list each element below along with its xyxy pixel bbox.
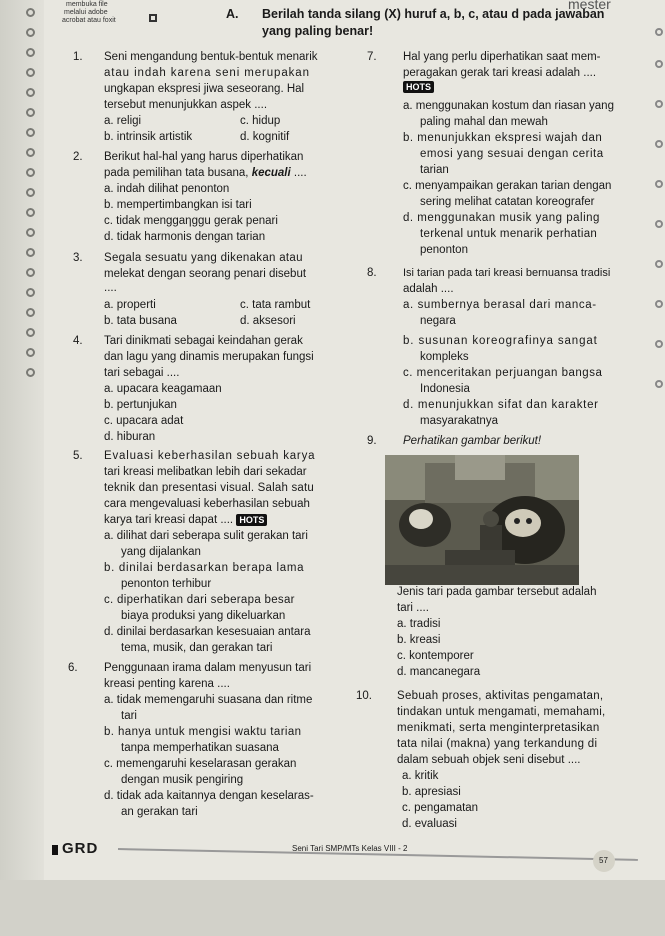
option-b-cont: tanpa memperhatikan suasana	[121, 742, 279, 754]
dance-photo	[385, 455, 579, 585]
binding-ring	[26, 128, 35, 137]
question-number: 8.	[367, 267, 377, 279]
edge-ring	[655, 340, 663, 348]
question-text: Berikut hal-hal yang harus diperhatikan	[104, 151, 304, 163]
option-a-cont: yang dijalankan	[121, 546, 201, 558]
question-text	[104, 166, 307, 180]
question-text: cara mengevaluasi keberhasilan sebuah	[104, 498, 310, 510]
option-a[interactable]: a. tidak memengaruhi suasana dan ritme	[104, 694, 313, 706]
question-text: Penggunaan irama dalam menyusun tari	[104, 662, 312, 674]
question-text: Perhatikan gambar berikut!	[403, 435, 542, 447]
option-d[interactable]: d. menggunakan musik yang paling	[403, 212, 600, 224]
instruction-line: yang paling benar!	[262, 24, 374, 38]
option-a-cont: tari	[121, 710, 137, 722]
option-c[interactable]: c. menyampaikan gerakan tarian dengan	[403, 180, 612, 192]
stamp-box-icon	[149, 14, 157, 22]
question-text: Isi tarian pada tari kreasi bernuansa tradisi	[403, 267, 611, 279]
option-a-cont: paling mahal dan mewah	[420, 116, 548, 128]
option-c[interactable]: c. kontemporer	[397, 650, 474, 662]
question-number: 3.	[73, 252, 83, 264]
edge-ring	[655, 60, 663, 68]
question-number: 5.	[73, 450, 83, 462]
question-text: Segala sesuatu yang dikenakan atau	[104, 252, 303, 264]
option-a[interactable]: a. dilihat dari seberapa sulit gerakan tari	[104, 530, 308, 542]
binding-ring	[26, 48, 35, 57]
option-d-cont: masyarakatnya	[420, 415, 498, 427]
option-c-cont: dengan musik pengiring	[121, 774, 244, 786]
question-number: 9.	[367, 435, 377, 447]
edge-ring	[655, 220, 663, 228]
question-text: teknik dan presentasi visual. Salah satu	[104, 482, 315, 494]
edge-ring	[655, 260, 663, 268]
page-number: 57	[599, 856, 608, 865]
binding-ring	[26, 368, 35, 377]
option-d-cont: terkenal untuk menarik perhatian	[420, 228, 598, 240]
question-text: ....	[104, 282, 117, 294]
binding-ring	[26, 8, 35, 17]
option-c[interactable]: c. hidup	[240, 115, 281, 127]
option-a[interactable]: a. properti	[104, 299, 156, 311]
option-c-cont: sering melihat catatan koreografer	[420, 196, 595, 208]
option-b-cont: emosi yang sesuai dengan cerita	[420, 148, 604, 160]
option-a[interactable]: a. upacara keagamaan	[104, 383, 222, 395]
option-d-cont: tema, musik, dan gerakan tari	[121, 642, 273, 654]
option-d[interactable]: d. evaluasi	[402, 818, 457, 830]
question-text: Tari dinikmati sebagai keindahan gerak	[104, 335, 303, 347]
dance-photo-image	[385, 455, 579, 585]
question-text: Hal yang perlu diperhatikan saat mem-	[403, 51, 601, 63]
option-c[interactable]: c. upacara adat	[104, 415, 184, 427]
binding-ring	[26, 208, 35, 217]
question-text: Sebuah proses, aktivitas pengamatan,	[397, 690, 604, 702]
binding-ring	[26, 288, 35, 297]
publisher-logo: GRD	[62, 840, 99, 857]
question-text: tari sebagai ....	[104, 367, 180, 379]
question-text: dalam sebuah objek seni disebut ....	[397, 754, 581, 766]
question-text: menikmati, serta menginterpretasikan	[397, 722, 600, 734]
option-b[interactable]: b. tata busana	[104, 315, 177, 327]
question-text: Seni mengandung bentuk-bentuk menarik	[104, 51, 318, 63]
option-b[interactable]: b. menunjukkan ekspresi wajah dan	[403, 132, 603, 144]
option-a[interactable]: a. religi	[104, 115, 142, 127]
option-b[interactable]: b. pertunjukan	[104, 399, 177, 411]
stamp-text: melalui adobe	[64, 9, 108, 16]
question-text: kreasi penting karena ....	[104, 678, 230, 690]
option-a[interactable]: a. sumbernya berasal dari manca-	[403, 299, 597, 311]
question-number: 2.	[73, 151, 83, 163]
question-text-part: karya tari kreasi dapat ....	[104, 514, 234, 526]
question-number: 4.	[73, 335, 83, 347]
question-text: ungkapan ekspresi jiwa seseorang. Hal	[104, 83, 305, 95]
binding-ring	[26, 248, 35, 257]
option-d[interactable]: d. tidak ada kaitannya dengan keselaras-	[104, 790, 314, 802]
edge-ring	[655, 300, 663, 308]
option-d[interactable]: d. kognitif	[240, 131, 290, 143]
question-text: tata nilai (makna) yang terkandung di	[397, 738, 598, 750]
question-text: tindakan untuk mengamati, memahami,	[397, 706, 606, 718]
option-d[interactable]: d. tidak harmonis dengan tarian	[104, 231, 266, 243]
question-text-part: ....	[293, 167, 307, 179]
edge-ring	[655, 180, 663, 188]
option-c[interactable]: c. tata rambut	[240, 299, 311, 311]
book-title: Seni Tari SMP/MTs Kelas VIII - 2	[292, 844, 408, 853]
question-number: 6.	[68, 662, 78, 674]
option-b[interactable]: b. hanya untuk mengisi waktu tarian	[104, 726, 302, 738]
option-d[interactable]: d. menunjukkan sifat dan karakter	[403, 399, 599, 411]
binding-ring	[26, 148, 35, 157]
question-text	[403, 80, 434, 94]
question-text: tari ....	[397, 602, 429, 614]
binding-ring	[26, 348, 35, 357]
binding-ring	[26, 168, 35, 177]
option-c[interactable]: c. pengamatan	[402, 802, 479, 814]
spiral-binding	[0, 0, 44, 936]
stamp-text: membuka file	[66, 1, 108, 8]
question-number: 10.	[356, 690, 372, 702]
question-text: tersebut menunjukkan aspek ....	[104, 99, 268, 111]
option-d-cont: an gerakan tari	[121, 806, 198, 818]
binding-ring	[26, 68, 35, 77]
option-b[interactable]: b. mempertimbangkan isi tari	[104, 199, 252, 211]
option-a[interactable]: a. tradisi	[397, 618, 441, 630]
edge-ring	[655, 100, 663, 108]
option-b-cont: kompleks	[420, 351, 469, 363]
option-a[interactable]: a. menggunakan kostum dan riasan yang	[403, 100, 614, 112]
binding-ring	[26, 28, 35, 37]
option-d[interactable]: d. hiburan	[104, 431, 156, 443]
binding-ring	[26, 268, 35, 277]
option-c-cont: Indonesia	[420, 383, 470, 395]
option-b-cont: penonton terhibur	[121, 578, 212, 590]
edge-ring	[655, 140, 663, 148]
question-number: 1.	[73, 51, 83, 63]
binding-ring	[26, 228, 35, 237]
hots-badge: HOTS	[236, 514, 267, 526]
option-b[interactable]: b. kreasi	[397, 634, 441, 646]
question-text: peragakan gerak tari kreasi adalah ....	[403, 67, 597, 79]
question-text-part: pada pemilihan tata busana,	[104, 167, 249, 179]
option-d[interactable]: d. dinilai berdasarkan kesesuaian antara	[104, 626, 311, 638]
logo-mark	[52, 845, 58, 855]
question-text: Evaluasi keberhasilan sebuah karya	[104, 450, 316, 462]
option-c[interactable]: c. menceritakan perjuangan bangsa	[403, 367, 603, 379]
background-surface	[0, 880, 665, 936]
option-b-cont: tarian	[420, 164, 449, 176]
option-d[interactable]: d. mancanegara	[397, 666, 481, 678]
emphasis-text: kecuali	[251, 167, 291, 179]
instruction-line: Berilah tanda silang (X) huruf a, b, c, atau d pada jawaban	[262, 7, 605, 21]
option-b[interactable]: b. apresiasi	[402, 786, 461, 798]
corner-text: mester	[568, 0, 611, 12]
option-b[interactable]: b. susunan koreografinya sangat	[403, 335, 598, 347]
binding-ring	[26, 108, 35, 117]
option-a[interactable]: a. indah dilihat penonton	[104, 183, 230, 195]
stamp-text: acrobat atau foxit	[62, 17, 116, 24]
option-d[interactable]: d. aksesori	[240, 315, 296, 327]
binding-ring	[26, 308, 35, 317]
edge-ring	[655, 380, 663, 388]
section-label: A.	[226, 7, 239, 21]
binding-ring	[26, 188, 35, 197]
edge-ring	[655, 28, 663, 36]
question-number: 7.	[367, 51, 377, 63]
question-text: melekat dengan seorang penari disebut	[104, 268, 307, 280]
binding-ring	[26, 328, 35, 337]
option-c[interactable]: c. tidak menggaηggu gerak penari	[104, 215, 278, 227]
option-b[interactable]: b. dinilai berdasarkan berapa lama	[104, 562, 305, 574]
option-c-cont: biaya produksi yang dikeluarkan	[121, 610, 286, 622]
question-text: dan lagu yang dinamis merupakan fungsi	[104, 351, 314, 363]
question-text: tari kreasi melibatkan lebih dari sekadar	[104, 466, 307, 478]
question-text	[104, 513, 267, 527]
option-c[interactable]: c. memengaruhi keselarasan gerakan	[104, 758, 297, 770]
option-c[interactable]: c. diperhatikan dari seberapa besar	[104, 594, 295, 606]
option-a[interactable]: a. kritik	[402, 770, 439, 782]
option-b[interactable]: b. intrinsik artistik	[104, 131, 193, 143]
hots-badge: HOTS	[403, 81, 434, 93]
option-a-cont: negara	[420, 315, 456, 327]
option-d-cont: penonton	[420, 244, 468, 256]
question-text: adalah ....	[403, 283, 454, 295]
question-text: atau indah karena seni merupakan	[104, 67, 310, 79]
question-text: Jenis tari pada gambar tersebut adalah	[397, 586, 597, 598]
binding-ring	[26, 88, 35, 97]
